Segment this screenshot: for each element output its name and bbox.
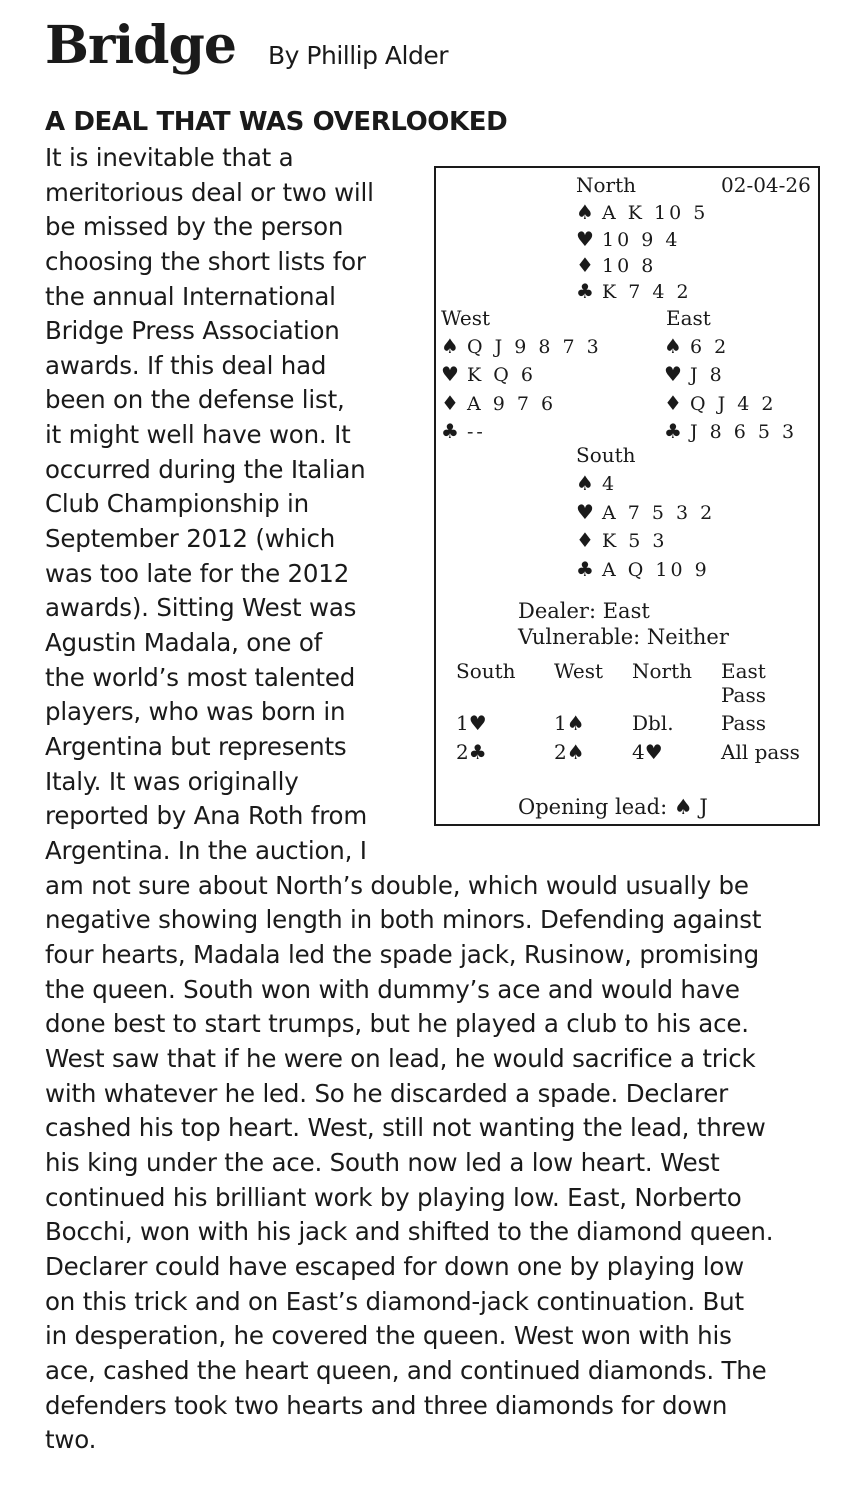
west-spades: Q J 9 8 7 3	[467, 336, 602, 358]
body-line: It is inevitable that a	[45, 143, 294, 172]
body-line: the queen. South won with dummy’s ace and would have	[45, 975, 740, 1004]
body-line: Club Championship in	[45, 489, 309, 518]
body-line: September 2012 (which	[45, 524, 336, 553]
auction-bid: 4♥	[632, 740, 663, 764]
body-line: occurred during the Italian	[45, 455, 366, 484]
east-spades: 6 2	[690, 336, 730, 358]
auction-header: North	[632, 659, 693, 683]
east-diamonds: Q J 4 2	[690, 393, 777, 415]
auction-bid: 2♣	[456, 740, 487, 764]
diagram-date: 02-04-26	[721, 173, 811, 197]
heart-icon: ♥	[576, 500, 594, 524]
auction-header: East	[721, 659, 766, 683]
body-line: Italy. It was originally	[45, 767, 299, 796]
body-line: Bridge Press Association	[45, 316, 340, 345]
body-line: meritorious deal or two will	[45, 178, 374, 207]
body-line: on this trick and on East’s diamond-jack continuation. But	[45, 1287, 744, 1316]
spade-icon: ♠	[566, 711, 585, 735]
body-line: was too late for the 2012	[45, 559, 350, 588]
dealer: Dealer: East	[518, 599, 650, 623]
byline: By Phillip Alder	[268, 41, 448, 70]
body-line: am not sure about North’s double, which would usually be	[45, 871, 749, 900]
body-line: Bocchi, won with his jack and shifted to the diamond queen.	[45, 1217, 774, 1246]
diamond-icon: ♦	[441, 391, 459, 415]
body-line: the world’s most talented	[45, 663, 356, 692]
north-label: North	[576, 173, 637, 197]
club-icon: ♣	[576, 279, 594, 303]
heart-icon: ♥	[664, 362, 682, 386]
body-line: Declarer could have escaped for down one by playing low	[45, 1252, 744, 1281]
south-label: South	[576, 443, 636, 467]
auction-bid: Dbl.	[632, 711, 674, 735]
club-icon: ♣	[441, 419, 459, 443]
north-diamonds: 10 8	[602, 255, 657, 277]
auction-header: West	[554, 659, 604, 683]
opening-lead: Opening lead: ♠ J	[518, 795, 708, 819]
heart-icon: ♥	[644, 740, 663, 764]
auction-bid: All pass	[721, 740, 800, 764]
body-line: players, who was born in	[45, 697, 346, 726]
body-line: it might well have won. It	[45, 420, 351, 449]
auction-bid: 1♥	[456, 711, 487, 735]
body-line: be missed by the person	[45, 212, 344, 241]
auction-bid: Pass	[721, 683, 767, 707]
west-hearts: K Q 6	[467, 364, 536, 386]
club-icon: ♣	[468, 740, 487, 764]
east-label: East	[666, 306, 711, 330]
vulnerability: Vulnerable: Neither	[518, 625, 729, 649]
auction-bid: 2♠	[554, 740, 585, 764]
body-line: defenders took two hearts and three diamonds for down	[45, 1391, 728, 1420]
body-line: reported by Ana Roth from	[45, 801, 368, 830]
body-line: awards). Sitting West was	[45, 593, 357, 622]
body-line: cashed his top heart. West, still not wanting the lead, threw	[45, 1113, 766, 1142]
spade-icon: ♠	[576, 200, 594, 224]
east-clubs: J 8 6 5 3	[690, 421, 798, 443]
north-spades: A K 10 5	[602, 202, 709, 224]
west-diamonds: A 9 7 6	[467, 393, 557, 415]
spade-icon: ♠	[664, 334, 682, 358]
body-line: negative showing length in both minors. Defending against	[45, 905, 762, 934]
heart-icon: ♥	[576, 227, 594, 251]
south-diamonds: K 5 3	[602, 530, 668, 552]
body-line: awards. If this deal had	[45, 351, 327, 380]
body-line: his king under the ace. South now led a low heart. West	[45, 1148, 720, 1177]
body-line: with whatever he led. So he discarded a spade. Declarer	[45, 1079, 729, 1108]
club-icon: ♣	[576, 557, 594, 581]
heart-icon: ♥	[441, 362, 459, 386]
south-hearts: A 7 5 3 2	[602, 502, 716, 524]
column-title: Bridge	[45, 15, 236, 76]
south-clubs: A Q 10 9	[602, 559, 710, 581]
west-label: West	[441, 306, 491, 330]
auction-bid: 1♠	[554, 711, 585, 735]
body-line: been on the defense list,	[45, 385, 345, 414]
bridge-diagram	[434, 166, 820, 826]
auction-header: South	[456, 659, 516, 683]
body-line: continued his brilliant work by playing low. East, Norberto	[45, 1183, 742, 1212]
north-hearts: 10 9 4	[602, 229, 681, 251]
diamond-icon: ♦	[576, 253, 594, 277]
spade-icon: ♠	[441, 334, 459, 358]
heart-icon: ♥	[468, 711, 487, 735]
body-line: Argentina. In the auction, I	[45, 836, 367, 865]
body-line: ace, cashed the heart queen, and continued diamonds. The	[45, 1356, 767, 1385]
body-line: the annual International	[45, 282, 336, 311]
spade-icon: ♠	[673, 795, 693, 819]
west-clubs: --	[467, 421, 486, 443]
body-line: Argentina but represents	[45, 732, 347, 761]
north-clubs: K 7 4 2	[602, 281, 692, 303]
body-line: West saw that if he were on lead, he would sacrifice a trick	[45, 1044, 756, 1073]
body-line: choosing the short lists for	[45, 247, 366, 276]
diamond-icon: ♦	[664, 391, 682, 415]
body-line: Agustin Madala, one of	[45, 628, 323, 657]
club-icon: ♣	[664, 419, 682, 443]
auction-bid: Pass	[721, 711, 767, 735]
spade-icon: ♠	[576, 471, 594, 495]
south-spades: 4	[602, 473, 618, 495]
headline: A DEAL THAT WAS OVERLOOKED	[45, 107, 508, 137]
body-line: done best to start trumps, but he played a club to his ace.	[45, 1009, 749, 1038]
diamond-icon: ♦	[576, 528, 594, 552]
body-line: four hearts, Madala led the spade jack, Rusinow, promising	[45, 940, 759, 969]
body-line: two.	[45, 1425, 97, 1454]
body-line: in desperation, he covered the queen. West won with his	[45, 1321, 732, 1350]
spade-icon: ♠	[566, 740, 585, 764]
east-hearts: J 8	[690, 364, 725, 386]
